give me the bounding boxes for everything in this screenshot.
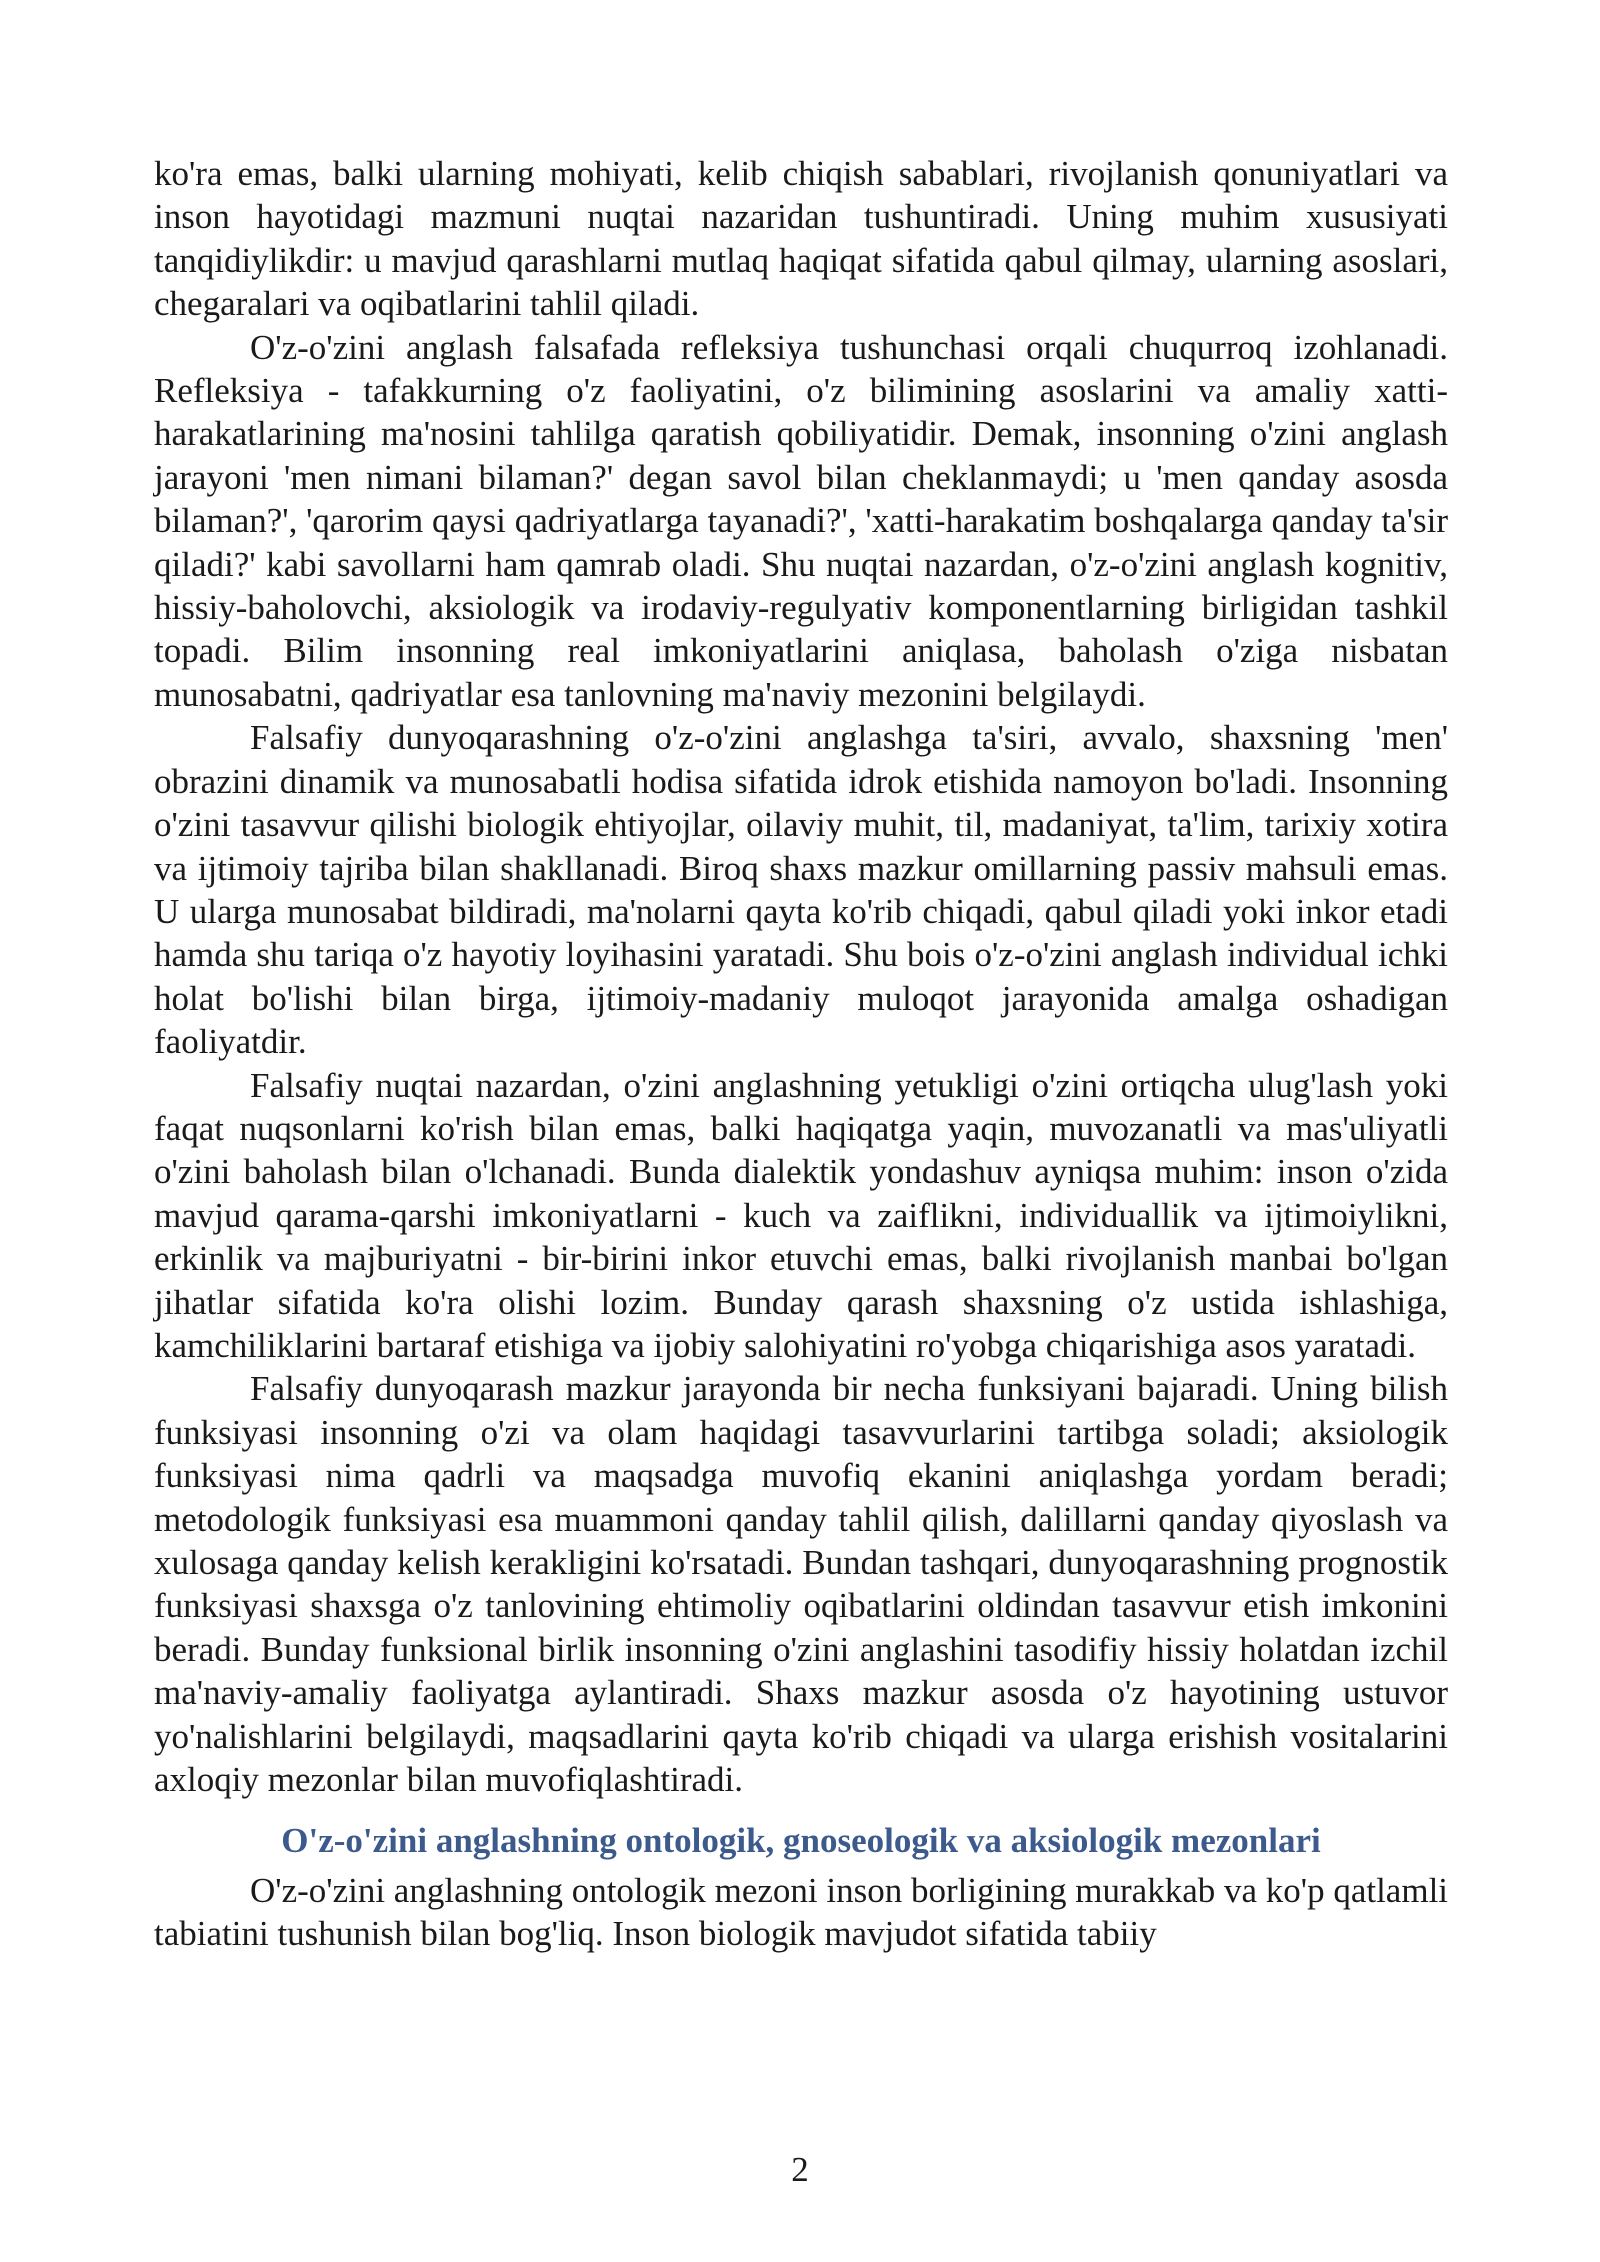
section-paragraph-1: O'z-o'zini anglashning ontologik mezoni inson borligining murakkab va ko'p qatlamli tabiatini tushunish bilan bog'liq. Inson biologik mavjudot sifatida tabiiy [154, 1870, 1449, 1954]
page-number: 2 [791, 2150, 809, 2189]
page-body [154, 152, 1448, 1956]
paragraph-2: O'z-o'zini anglash falsafada refleksiya tushunchasi orqali chuqurroq izohlanadi. Refleksiya - tafakkurning o'z faoliyatini, o'z bilimining asoslarini va amaliy xatti-harakatlarining ma'nosini tahlilga qaratish qobiliyatidir. Demak, insonning o'zini anglash jarayoni 'men nimani bilaman?' degan savol bilan cheklanmaydi; u 'men qanday asosda bilaman?', 'qarorim qaysi qadriyatlarga tayanadi?', 'xatti-harakatim boshqalarga qanday ta'sir qiladi?' kabi savollarni ham qamrab oladi. Shu nuqtai nazardan, o'z-o'zini anglash kognitiv, hissiy-baholovchi, aksiologik va irodaviy-regulyativ komponentlarning birligidan tashkil topadi. Bilim insonning real imkoniyatlarini aniqlasa, baholash o'ziga nisbatan munosabatni, qadriyatlar esa tanlovning ma'naviy mezonini belgilaydi. [154, 327, 1448, 714]
paragraph-4: Falsafiy nuqtai nazardan, o'zini anglashning yetukligi o'zini ortiqcha ulug'lash yoki faqat nuqsonlarni ko'rish bilan emas, balki haqiqatga yaqin, muvozanatli va mas'uliyatli o'zini baholash bilan o'lchanadi. Bunda dialektik yondashuv ayniqsa muhim: inson o'zida mavjud qarama-qarshi imkoniyatlarni - kuch va zaiflikni, individuallik va ijtimoiylikni, erkinlik va majburiyatni - bir-birini inkor etuvchi emas, balki rivojlanish manbai bo'lgan jihatlar sifatida ko'ra olishi lozim. Bunday qarash shaxsning o'z ustida ishlashiga, kamchiliklarini bartaraf etishiga va ijobiy salohiyatini ro'yobga chiqarishiga asos yaratadi. [154, 1065, 1448, 1365]
section-heading: O'z-o'zini anglashning ontologik, gnoseologik va aksiologik mezonlari [281, 1821, 1321, 1861]
paragraph-3: Falsafiy dunyoqarashning o'z-o'zini anglashga ta'siri, avvalo, shaxsning 'men' obrazini dinamik va munosabatli hodisa sifatida idrok etishida namoyon bo'ladi. Insonning o'zini tasavvur qilishi biologik ehtiyojlar, oilaviy muhit, til, madaniyat, ta'lim, tarixiy xotira va ijtimoiy tajriba bilan shakllanadi. Biroq shaxs mazkur omillarning passiv mahsuli emas. U ularga munosabat bildiradi, ma'nolarni qayta ko'rib chiqadi, qabul qiladi yoki inkor etadi hamda shu tariqa o'z hayotiy loyihasini yaratadi. Shu bois o'z-o'zini anglash individual ichki holat bo'lishi bilan birga, ijtimoiy-madaniy muloqot jarayonida amalga oshadigan faoliyatdir. [154, 718, 1448, 1062]
paragraph-1: ko'ra emas, balki ularning mohiyati, kelib chiqish sabablari, rivojlanish qonuniyatlari va inson hayotidagi mazmuni nuqtai nazaridan tushuntiradi. Uning muhim xususiyati tanqidiylikdir: u mavjud qarashlarni mutlaq haqiqat sifatida qabul qilmay, ularning asoslari, chegaralari va oqibatlarini tahlil qiladi. [154, 154, 1448, 324]
paragraph-5: Falsafiy dunyoqarash mazkur jarayonda bir necha funksiyani bajaradi. Uning bilish funksiyasi insonning o'zi va olam haqidagi tasavvurlarini tartibga soladi; aksiologik funksiyasi nima qadrli va maqsadga muvofiq ekanini aniqlashga yordam beradi; metodologik funksiyasi esa muammoni qanday tahlil qilish, dalillarni qanday qiyoslash va xulosaga qanday kelish kerakligini ko'rsatadi. Bundan tashqari, dunyoqarashning prognostik funksiyasi shaxsga o'z tanlovining ehtimoliy oqibatlarini oldindan tasavvur etish imkonini beradi. Bunday funksional birlik insonning o'zini anglashini tasodifiy hissiy holatdan izchil ma'naviy-amaliy faoliyatga aylantiradi. Shaxs mazkur asosda o'z hayotining ustuvor yo'nalishlarini belgilaydi, maqsadlarini qayta ko'rib chiqadi va ularga erishish vositalarini axloqiy mezonlar bilan muvofiqlashtiradi. [154, 1369, 1448, 1800]
